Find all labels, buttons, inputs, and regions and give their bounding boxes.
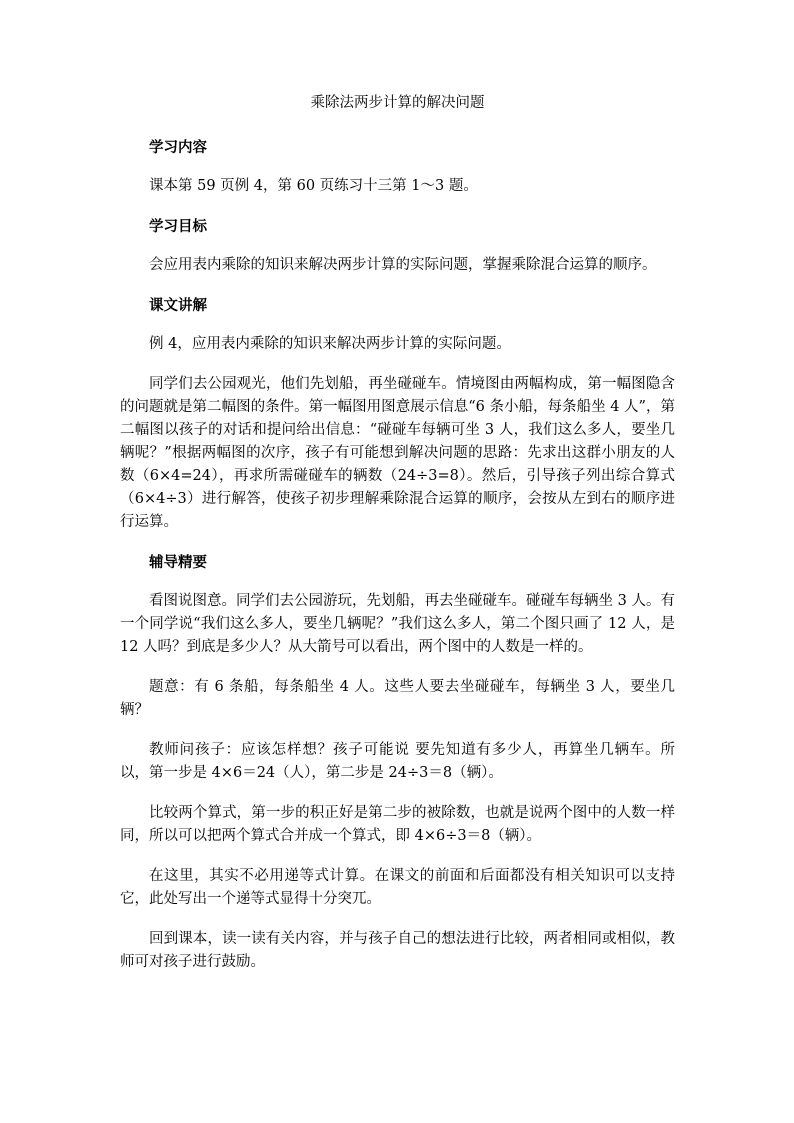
paragraph: 回到课本，读一读有关内容，并与孩子自己的想法进行比较，两者相同或相似，教师可对孩子进行鼓励。 xyxy=(120,931,675,970)
section-heading-lesson-explanation: 课文讲解 xyxy=(149,297,207,314)
paragraph: 在这里，其实不必用递等式计算。在课文的前面和后面都没有相关知识可以支持它，此处写出一个递等式显得十分突兀。 xyxy=(120,868,675,907)
paragraph: 例 4，应用表内乘除的知识来解决两步计算的实际问题。 xyxy=(149,336,511,352)
section-heading-learning-content: 学习内容 xyxy=(149,139,207,156)
section-heading-tutoring-essentials: 辅导精要 xyxy=(149,554,207,571)
paragraph: 会应用表内乘除的知识来解决两步计算的实际问题，掌握乘除混合运算的顺序。 xyxy=(149,257,657,273)
paragraph: 同学们去公园观光，他们先划船，再坐碰碰车。情境图由两幅构成，第一幅图隐含的问题就是第二幅图的条件。第一幅图用图意展示信息“6 条小船，每条船坐 4 人”，第二幅图以孩子的对话和提问给出信息：“碰碰车每辆可坐 3 人，我们这么多人，要坐几辆呢？”根据两幅图的次序，孩子有可能想到解决问题的思路：先求出这群小朋友的人数（6×4=24），再求所需碰碰车的辆数（24÷3=8）。然后，引导孩子列出综合算式（6×4÷3）进行解答，使孩子初步理解乘除混合运算的顺序，会按从左到右的顺序进行运算。 xyxy=(120,376,675,530)
paragraph: 题意：有 6 条船，每条船坐 4 人。这些人要去坐碰碰车，每辆坐 3 人，要坐几辆？ xyxy=(120,679,675,718)
paragraph: 比较两个算式，第一步的积正好是第二步的被除数，也就是说两个图中的人数一样同，所以可以把两个算式合并成一个算式，即 4×6÷3＝8（辆）。 xyxy=(120,805,675,844)
paragraph: 课本第 59 页例 4，第 60 页练习十三第 1～3 题。 xyxy=(149,178,478,194)
document-page xyxy=(120,92,675,991)
paragraph: 看图说图意。同学们去公园游玩，先划船，再去坐碰碰车。碰碰车每辆坐 3 人。有一个同学说“我们这么多人，要坐几辆呢？”我们这么多人，第二个图只画了 12 人，是 12 人吗？到底是多少人？从大箭号可以看出，两个图中的人数是一样的。 xyxy=(120,593,675,655)
section-heading-learning-goals: 学习目标 xyxy=(149,218,207,235)
document-title: 乘除法两步计算的解决问题 xyxy=(310,95,485,111)
paragraph: 教师问孩子：应该怎样想？孩子可能说 要先知道有多少人，再算坐几辆车。所以，第一步是 4×6＝24（人），第二步是 24÷3＝8（辆）。 xyxy=(120,742,675,781)
